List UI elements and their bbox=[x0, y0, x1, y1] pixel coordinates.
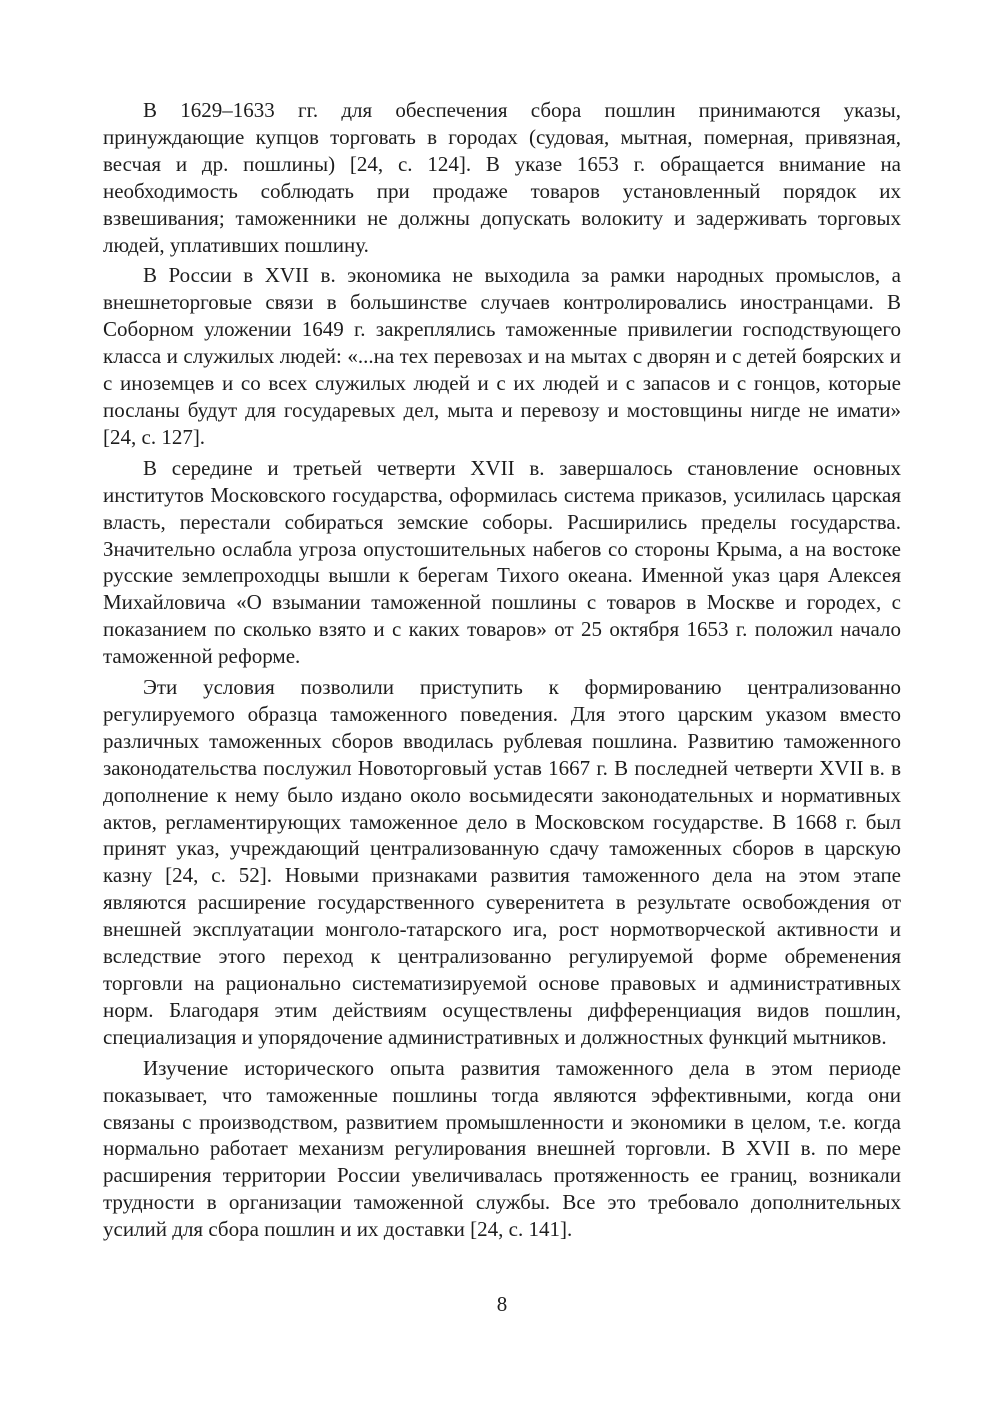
paragraph-3: В середине и третьей четверти XVII в. завершалось становление основных институтов Московского государства, оформилась система приказов, усилилась царская власть, перестали собираться земские соборы. Расширились пределы государства. Значительно ослабла угроза опустошительных набегов со стороны Крыма, а на востоке русские землепроходцы вышли к берегам Тихого океана. Именной указ царя Алексея Михайловича «О взымании таможенной пошлины с товаров в Москве и городех, с показанием по сколько взято и с каких товаров» от 25 октября 1653 г. положил начало таможенной реформе. bbox=[103, 455, 901, 669]
page-number: 8 bbox=[496, 1292, 508, 1316]
paragraph-5: Изучение исторического опыта развития таможенного дела в этом периоде показывает, что таможенные пошлины тогда являются эффективными, когда они связаны с производством, развитием промышленности и экономики в целом, т.е. когда нормально работает механизм регулирования внешней торговли. В XVII в. по мере расширения территории России увеличивалась протяженность ее границ, возникали трудности в организации таможенной службы. Все это требовало дополнительных усилий для сбора пошлин и их доставки [24, с. 141]. bbox=[103, 1055, 901, 1242]
paragraph-2: В России в XVII в. экономика не выходила за рамки народных промыслов, а внешнеторговые связи в большинстве случаев контролировались иностранцами. В Соборном уложении 1649 г. закреплялись таможенные привилегии господствующего класса и служилых людей: «...на тех перевозах и на мытах с дворян и с детей боярских и с иноземцев и со всех служилых людей и с их людей и с запасов и с гонцов, которые посланы будут для государевых дел, мыта и перевозу и мостовщины нигде не имати» [24, с. 127]. bbox=[103, 263, 901, 449]
page-body bbox=[103, 97, 901, 1247]
paragraph-4: Эти условия позволили приступить к формированию централизованно регулируемого образца таможенного поведения. Для этого царским указом вместо различных таможенных сборов вводилась рублевая пошлина. Развитию таможенного законодательства послужил Новоторговый устав 1667 г. В последней четверти XVII в. в дополнение к нему было издано около восьмидесяти законодательных и нормативных актов, регламентирующих таможенное дело в Московском государстве. В 1668 г. был принят указ, учреждающий централизованную сдачу таможенных сборов в царскую казну [24, с. 52]. Новыми признаками развития таможенного дела на этом этапе являются расширение государственного суверенитета в результате освобождения от внешней эксплуатации монголо-татарского ига, рост нормотворческой активности и вследствие этого переход к централизованно регулируемой форме обременения торговли на рационально систематизируемой основе правовых и административных норм. Благодаря этим действиям осуществлены дифференциация видов пошлин, специализация и упорядочение административных и должностных функций мытников. bbox=[103, 675, 901, 1049]
paragraph-1: В 1629–1633 гг. для обеспечения сбора пошлин принимаются указы, принуждающие купцов торговать в городах (судовая, мытная, померная, привязная, весчая и др. пошлины) [24, с. 124]. В указе 1653 г. обращается внимание на необходимость соблюдать при продаже товаров установленный порядок их взвешивания; таможенники не должны допускать волокиту и задерживать торговых людей, уплативших пошлину. bbox=[103, 98, 901, 257]
